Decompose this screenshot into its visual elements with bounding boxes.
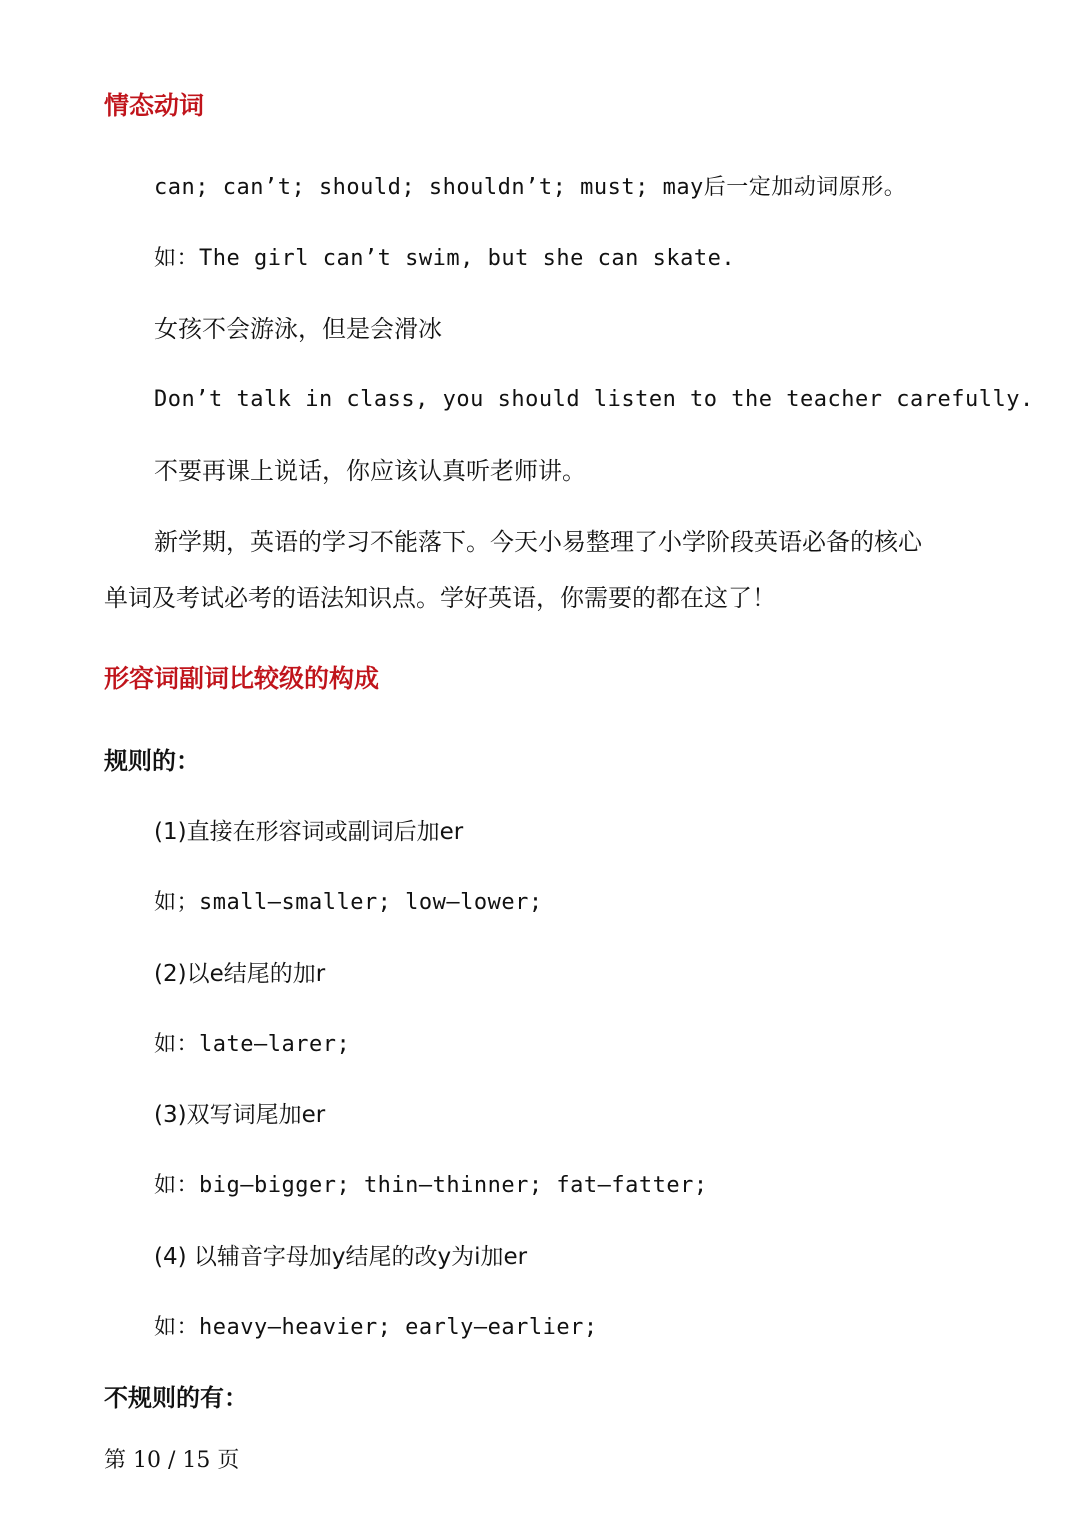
irregular-label: 不规则的有： [104,1384,248,1412]
modal-verbs-heading: 情态动词 [104,91,205,120]
rule-3: (3)双写词尾加er [154,1102,326,1128]
rule-2-example: 如：late—larer; [154,1032,351,1057]
rule-3-example: 如：big—bigger; thin—thinner; fat—fatter; [154,1173,708,1198]
intro-paragraph-line2: 单词及考试必考的语法知识点。学好英语，你需要的都在这了！ [104,584,776,612]
rule-2: (2)以e结尾的加r [154,961,326,987]
modal-example1-zh: 女孩不会游泳，但是会滑冰 [154,315,442,343]
modal-example2-en: Don’t talk in class, you should listen to the teacher carefully. [154,387,1034,412]
modal-verbs-rule: can; can’t; should; shouldn’t; must; may后一定加动词原形。 [154,175,907,200]
rule-4-example: 如：heavy—heavier; early—earlier; [154,1315,598,1340]
regular-label: 规则的： [104,747,200,775]
rule-1: (1)直接在形容词或副词后加er [154,819,464,845]
modal-example1-en: 如：The girl can’t swim, but she can skate. [154,246,736,271]
intro-paragraph-line1: 新学期，英语的学习不能落下。今天小易整理了小学阶段英语必备的核心 [154,528,922,556]
rule-4: (4) 以辅音字母加y结尾的改y为i加er [154,1244,528,1270]
rule-1-example: 如；small—smaller; low—lower; [154,890,543,915]
modal-example2-zh: 不要再课上说话，你应该认真听老师讲。 [154,457,586,485]
comparative-heading: 形容词副词比较级的构成 [104,664,380,693]
page-number: 第 10 / 15 页 [104,1448,240,1473]
